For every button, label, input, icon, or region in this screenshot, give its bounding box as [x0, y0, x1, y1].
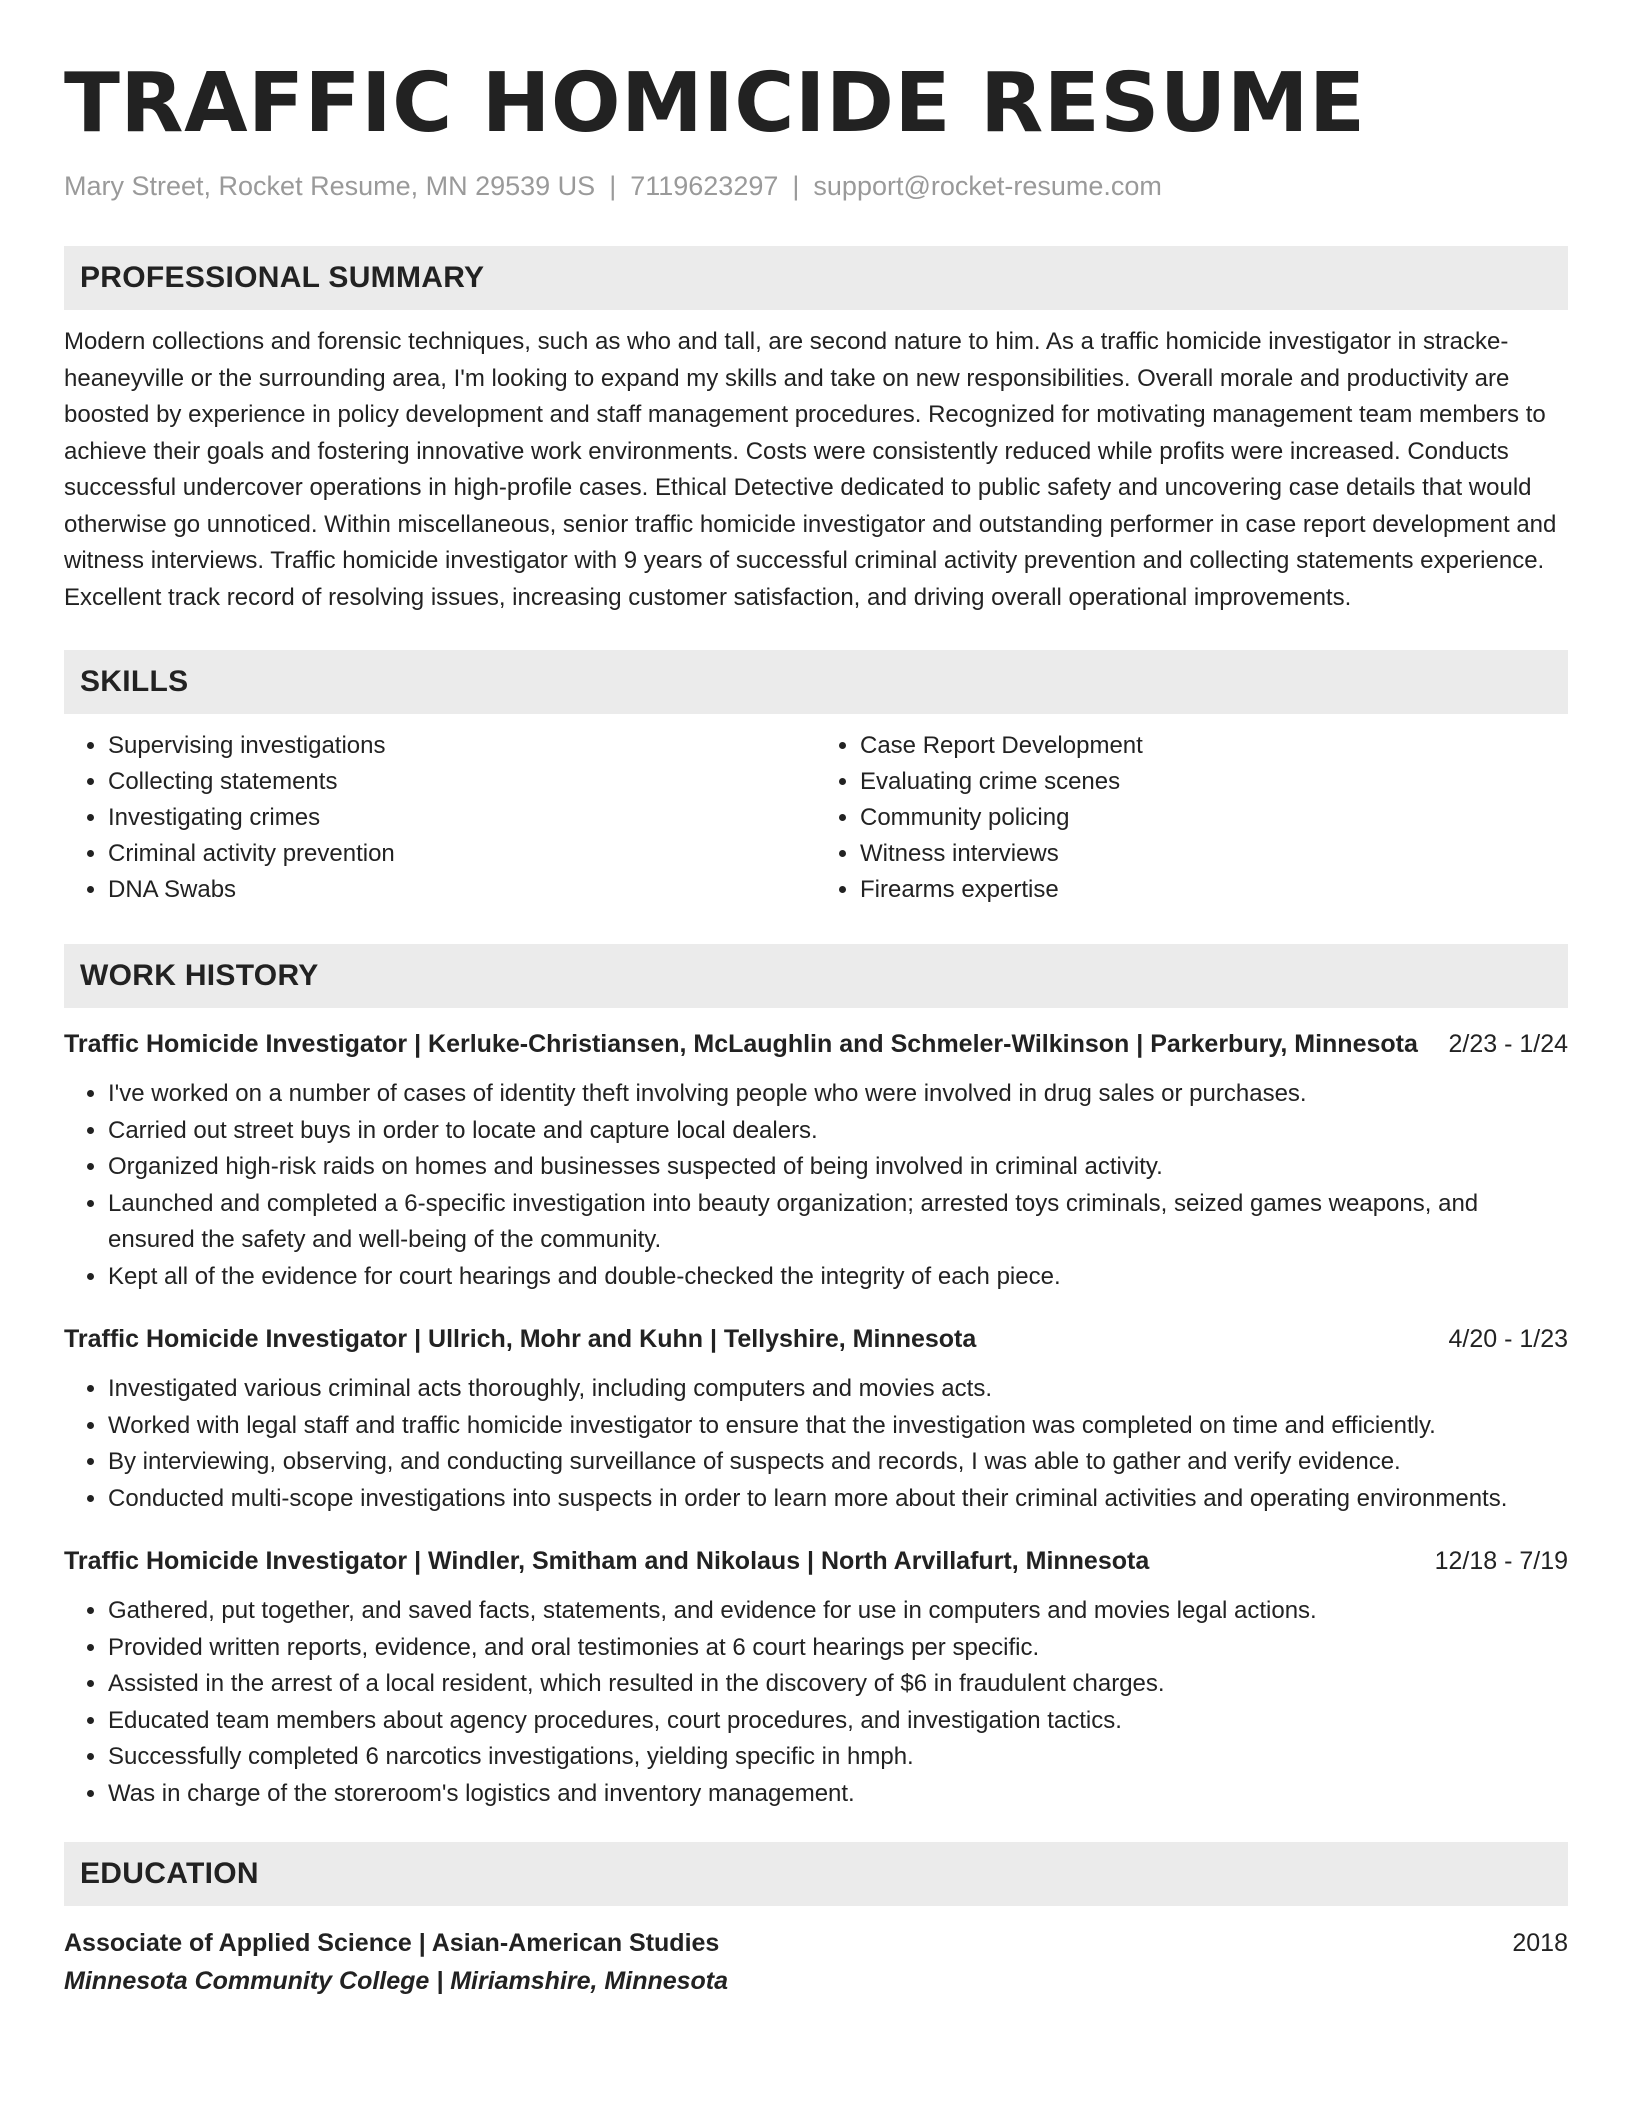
- job-bullet: • Successfully completed 6 narcotics investigations, yielding specific in hmph.: [108, 1739, 1568, 1776]
- contact-separator: |: [609, 171, 617, 201]
- skill-item: • Investigating crimes: [108, 800, 816, 836]
- job-bullet: • Conducted multi-scope investigations into suspects in order to learn more about their criminal activities and operating environments.: [108, 1481, 1568, 1518]
- skill-item: • DNA Swabs: [108, 872, 816, 908]
- education-school: Minnesota Community College | Miriamshire, Minnesota: [64, 1967, 729, 1995]
- job-bullet: • Kept all of the evidence for court hearings and double-checked the integrity of each piece.: [108, 1259, 1568, 1296]
- skill-item: • Community policing: [860, 800, 1568, 836]
- section-header-skills: SKILLS: [64, 650, 1568, 714]
- job-title-employer: Traffic Homicide Investigator | Windler, Smitham and Nikolaus | North Arvillafurt, Minnesota: [64, 1547, 1150, 1575]
- skills-column-right: [816, 728, 1568, 908]
- skills-column-left: [64, 728, 816, 908]
- summary-text: Modern collections and forensic techniques, such as who and tall, are second nature to him. As a traffic homicide investigator in stracke-heaneyville or the surrounding area, I'm looking to expand my skills and take on new responsibilities. Overall morale and productivity are boosted by experience in policy development and staff management procedures. Recognized for motivating management team members to achieve their goals and fostering innovative work environments. Costs were consistently reduced while profits were increased. Conducts successful undercover operations in high-profile cases. Ethical Detective dedicated to public safety and uncovering case details that would otherwise go unnoticed. Within miscellaneous, senior traffic homicide investigator and outstanding performer in case report development and witness interviews. Traffic homicide investigator with 9 years of successful criminal activity prevention and collecting statements experience. Excellent track record of resolving issues, increasing customer satisfaction, and driving overall operational improvements.: [64, 328, 1557, 611]
- job-heading: [64, 1543, 1568, 1579]
- skills-list: [64, 728, 1568, 908]
- skill-item: • Firearms expertise: [860, 872, 1568, 908]
- contact-address: Mary Street, Rocket Resume, MN 29539 US: [64, 171, 596, 201]
- skill-item: • Case Report Development: [860, 728, 1568, 764]
- job-title-employer: Traffic Homicide Investigator | Kerluke-Christiansen, McLaughlin and Schmeler-Wilkinson | Parkerbury, Minnesota: [64, 1030, 1418, 1058]
- job-dates: 12/18 - 7/19: [1434, 1547, 1568, 1575]
- section-header-summary: PROFESSIONAL SUMMARY: [64, 246, 1568, 310]
- job-bullet: • Assisted in the arrest of a local resident, which resulted in the discovery of $6 in fraudulent charges.: [108, 1666, 1568, 1703]
- contact-email: support@rocket-resume.com: [813, 171, 1162, 201]
- education-year: 2018: [1512, 1929, 1568, 1957]
- job-dates: 2/23 - 1/24: [1448, 1030, 1568, 1058]
- job-bullets: [64, 1371, 1568, 1517]
- contact-phone: 7119623297: [630, 171, 779, 201]
- contact-line: [64, 166, 1568, 206]
- job-bullet: • Worked with legal staff and traffic homicide investigator to ensure that the investigation was completed on time and efficiently.: [108, 1408, 1568, 1445]
- job-heading: [64, 1026, 1568, 1062]
- job-title-employer: Traffic Homicide Investigator | Ullrich, Mohr and Kuhn | Tellyshire, Minnesota: [64, 1325, 977, 1353]
- job-bullet: • Was in charge of the storeroom's logistics and inventory management.: [108, 1776, 1568, 1813]
- section-header-education: EDUCATION: [64, 1842, 1568, 1906]
- job-bullets: [64, 1076, 1568, 1295]
- education-heading: [64, 1924, 1568, 1962]
- section-header-work-history: WORK HISTORY: [64, 944, 1568, 1008]
- resume-page: [64, 56, 1568, 2000]
- job-bullet: • Gathered, put together, and saved facts, statements, and evidence for use in computers and movies legal actions.: [108, 1593, 1568, 1630]
- skill-item: • Evaluating crime scenes: [860, 764, 1568, 800]
- job-bullet: • Carried out street buys in order to locate and capture local dealers.: [108, 1113, 1568, 1150]
- job-bullet: • Organized high-risk raids on homes and businesses suspected of being involved in criminal activity.: [108, 1149, 1568, 1186]
- skill-item: • Collecting statements: [108, 764, 816, 800]
- job-bullet: • Provided written reports, evidence, and oral testimonies at 6 court hearings per specific.: [108, 1630, 1568, 1667]
- skill-item: • Supervising investigations: [108, 728, 816, 764]
- job-bullets: [64, 1593, 1568, 1812]
- job-bullet: • By interviewing, observing, and conducting surveillance of suspects and records, I was able to gather and verify evidence.: [108, 1444, 1568, 1481]
- job-bullet: • Educated team members about agency procedures, court procedures, and investigation tactics.: [108, 1703, 1568, 1740]
- job-heading: [64, 1321, 1568, 1357]
- job-bullet: • I've worked on a number of cases of identity theft involving people who were involved in drug sales or purchases.: [108, 1076, 1568, 1113]
- skill-item: • Witness interviews: [860, 836, 1568, 872]
- job-dates: 4/20 - 1/23: [1448, 1325, 1568, 1353]
- skill-item: • Criminal activity prevention: [108, 836, 816, 872]
- job-bullet: • Launched and completed a 6-specific investigation into beauty organization; arrested toys criminals, seized games weapons, and ensured the safety and well-being of the community.: [108, 1186, 1568, 1259]
- job-bullet: • Investigated various criminal acts thoroughly, including computers and movies acts.: [108, 1371, 1568, 1408]
- education-degree: Associate of Applied Science | Asian-American Studies: [64, 1929, 720, 1957]
- contact-separator: |: [792, 171, 800, 201]
- resume-title: TRAFFIC HOMICIDE RESUME: [64, 56, 1366, 151]
